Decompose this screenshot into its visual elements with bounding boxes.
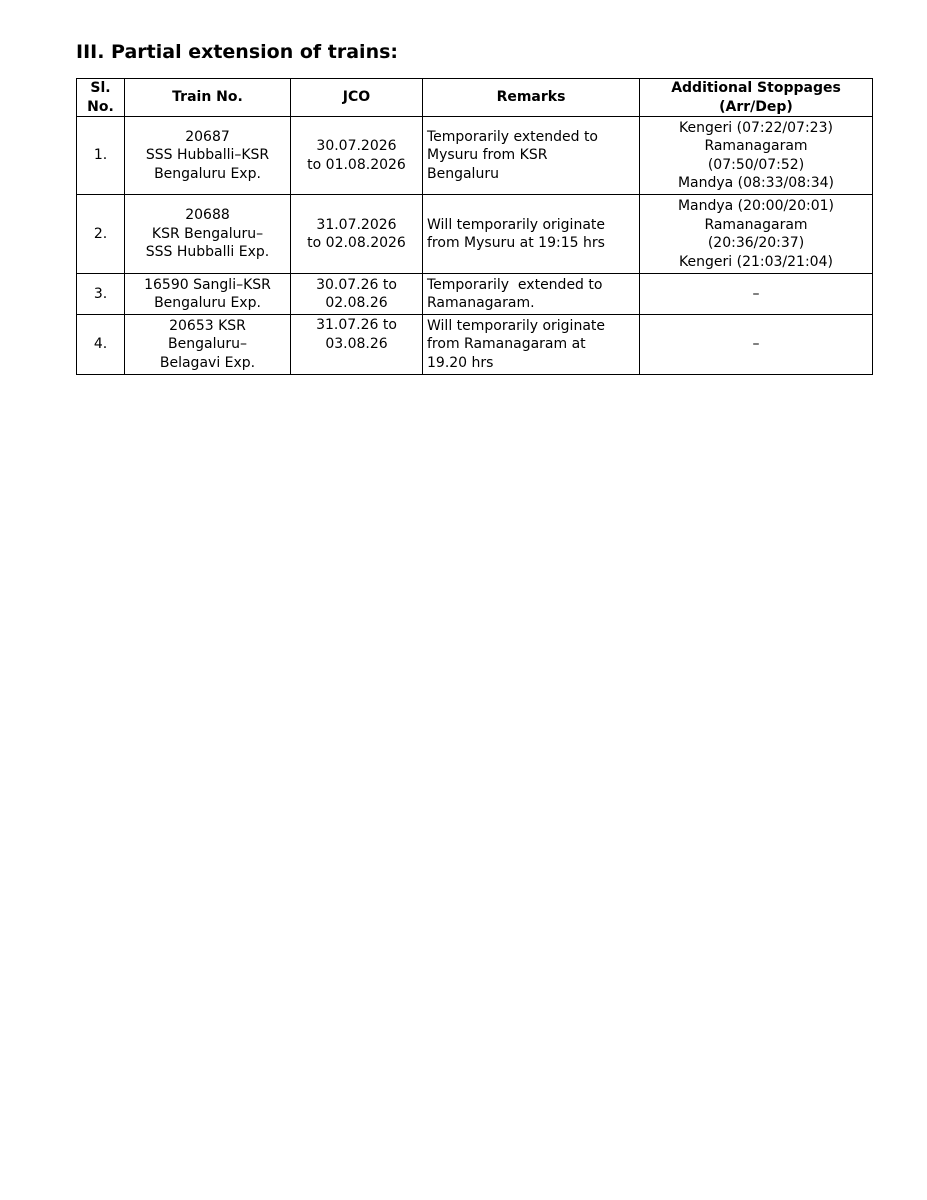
stoppage-line: Mandya (20:00/20:01): [677, 198, 835, 214]
train-line: Belagavi Exp.: [159, 354, 256, 371]
jco-line: 31.07.2026: [316, 216, 397, 233]
header-jco: JCO: [291, 79, 423, 117]
train-line: 20653 KSR: [169, 317, 246, 334]
jco-line: to 01.08.2026: [307, 156, 406, 173]
jco-line: 31.07.26 to: [316, 317, 397, 333]
cell-remarks: [423, 117, 640, 195]
cell-stoppages: [640, 274, 873, 315]
remarks-line: Mysuru from KSR: [427, 147, 548, 164]
jco-line: 03.08.26: [325, 335, 388, 352]
cell-jco: [291, 117, 423, 195]
train-line: SSS Hubballi Exp.: [145, 244, 270, 261]
cell-sl: 1.: [77, 117, 125, 195]
remarks-line: 19.20 hrs: [427, 354, 494, 371]
cell-jco: [291, 315, 423, 375]
jco-line: to 02.08.2026: [307, 235, 406, 251]
cell-train: [125, 315, 291, 375]
train-line: Bengaluru–: [168, 336, 247, 353]
train-line: Bengaluru Exp.: [154, 165, 261, 182]
remarks-line: Ramanagaram.: [427, 295, 535, 311]
train-line: 20688: [185, 207, 230, 224]
remarks-line: Will temporarily originate: [427, 216, 605, 233]
header-sl-no: [77, 79, 125, 117]
cell-stoppages: [640, 195, 873, 274]
table-row: [77, 315, 873, 375]
cell-stoppages: [640, 315, 873, 375]
partial-extension-table: [76, 78, 873, 375]
cell-remarks: [423, 274, 640, 315]
header-no-line: No.: [87, 98, 114, 115]
cell-sl: 3.: [77, 274, 125, 315]
table-row: [77, 195, 873, 274]
table-header-row: [77, 79, 873, 117]
section-title-text: III. Partial extension of trains: [76, 41, 391, 63]
jco-line: 30.07.26 to: [316, 276, 397, 293]
header-train-no: Train No.: [125, 79, 291, 117]
section-title: [76, 38, 398, 66]
cell-train: [125, 195, 291, 274]
remarks-line: Temporarily extended to: [427, 276, 603, 293]
train-line: Bengaluru Exp.: [154, 295, 261, 311]
stoppage-line: Ramanagaram: [704, 216, 808, 233]
cell-sl: 4.: [77, 315, 125, 375]
remarks-line: Bengaluru: [427, 165, 499, 182]
section-title-colon: :: [390, 41, 399, 63]
stoppage-line: Kengeri (21:03/21:04): [679, 253, 833, 270]
train-line: 16590 Sangli–KSR: [144, 276, 271, 293]
jco-line: 02.08.26: [325, 295, 388, 311]
header-remarks: Remarks: [423, 79, 640, 117]
cell-train: [125, 274, 291, 315]
stoppage-line: –: [752, 285, 760, 302]
header-arr-dep-line: (Arr/Dep): [719, 98, 793, 115]
train-line: SSS Hubballi–KSR: [145, 147, 270, 164]
train-line: 20687: [185, 128, 230, 145]
cell-stoppages: [640, 117, 873, 195]
cell-jco: [291, 195, 423, 274]
header-stoppages-line: Additional Stoppages: [671, 80, 841, 96]
remarks-line: from Mysuru at 19:15 hrs: [427, 235, 605, 251]
stoppage-line: Ramanagaram: [704, 138, 808, 154]
stoppage-line: –: [752, 336, 760, 353]
cell-remarks: [423, 315, 640, 375]
table-row: [77, 274, 873, 315]
stoppage-line: Mandya (08:33/08:34): [677, 175, 835, 191]
header-additional-stoppages: [640, 79, 873, 117]
cell-jco: [291, 274, 423, 315]
cell-remarks: [423, 195, 640, 274]
stoppage-line: Kengeri (07:22/07:23): [679, 119, 833, 136]
remarks-line: Temporarily extended to: [427, 128, 599, 145]
stoppage-line: (20:36/20:37): [707, 235, 805, 251]
stoppage-line: (07:50/07:52): [707, 156, 805, 173]
train-line: KSR Bengaluru–: [151, 225, 264, 242]
table-row: [77, 117, 873, 195]
cell-train: [125, 117, 291, 195]
remarks-line: Will temporarily originate: [427, 317, 605, 334]
remarks-line: from Ramanagaram at: [427, 336, 586, 353]
jco-line: 30.07.2026: [316, 138, 397, 154]
cell-sl: 2.: [77, 195, 125, 274]
header-sl-line: Sl.: [90, 80, 111, 96]
